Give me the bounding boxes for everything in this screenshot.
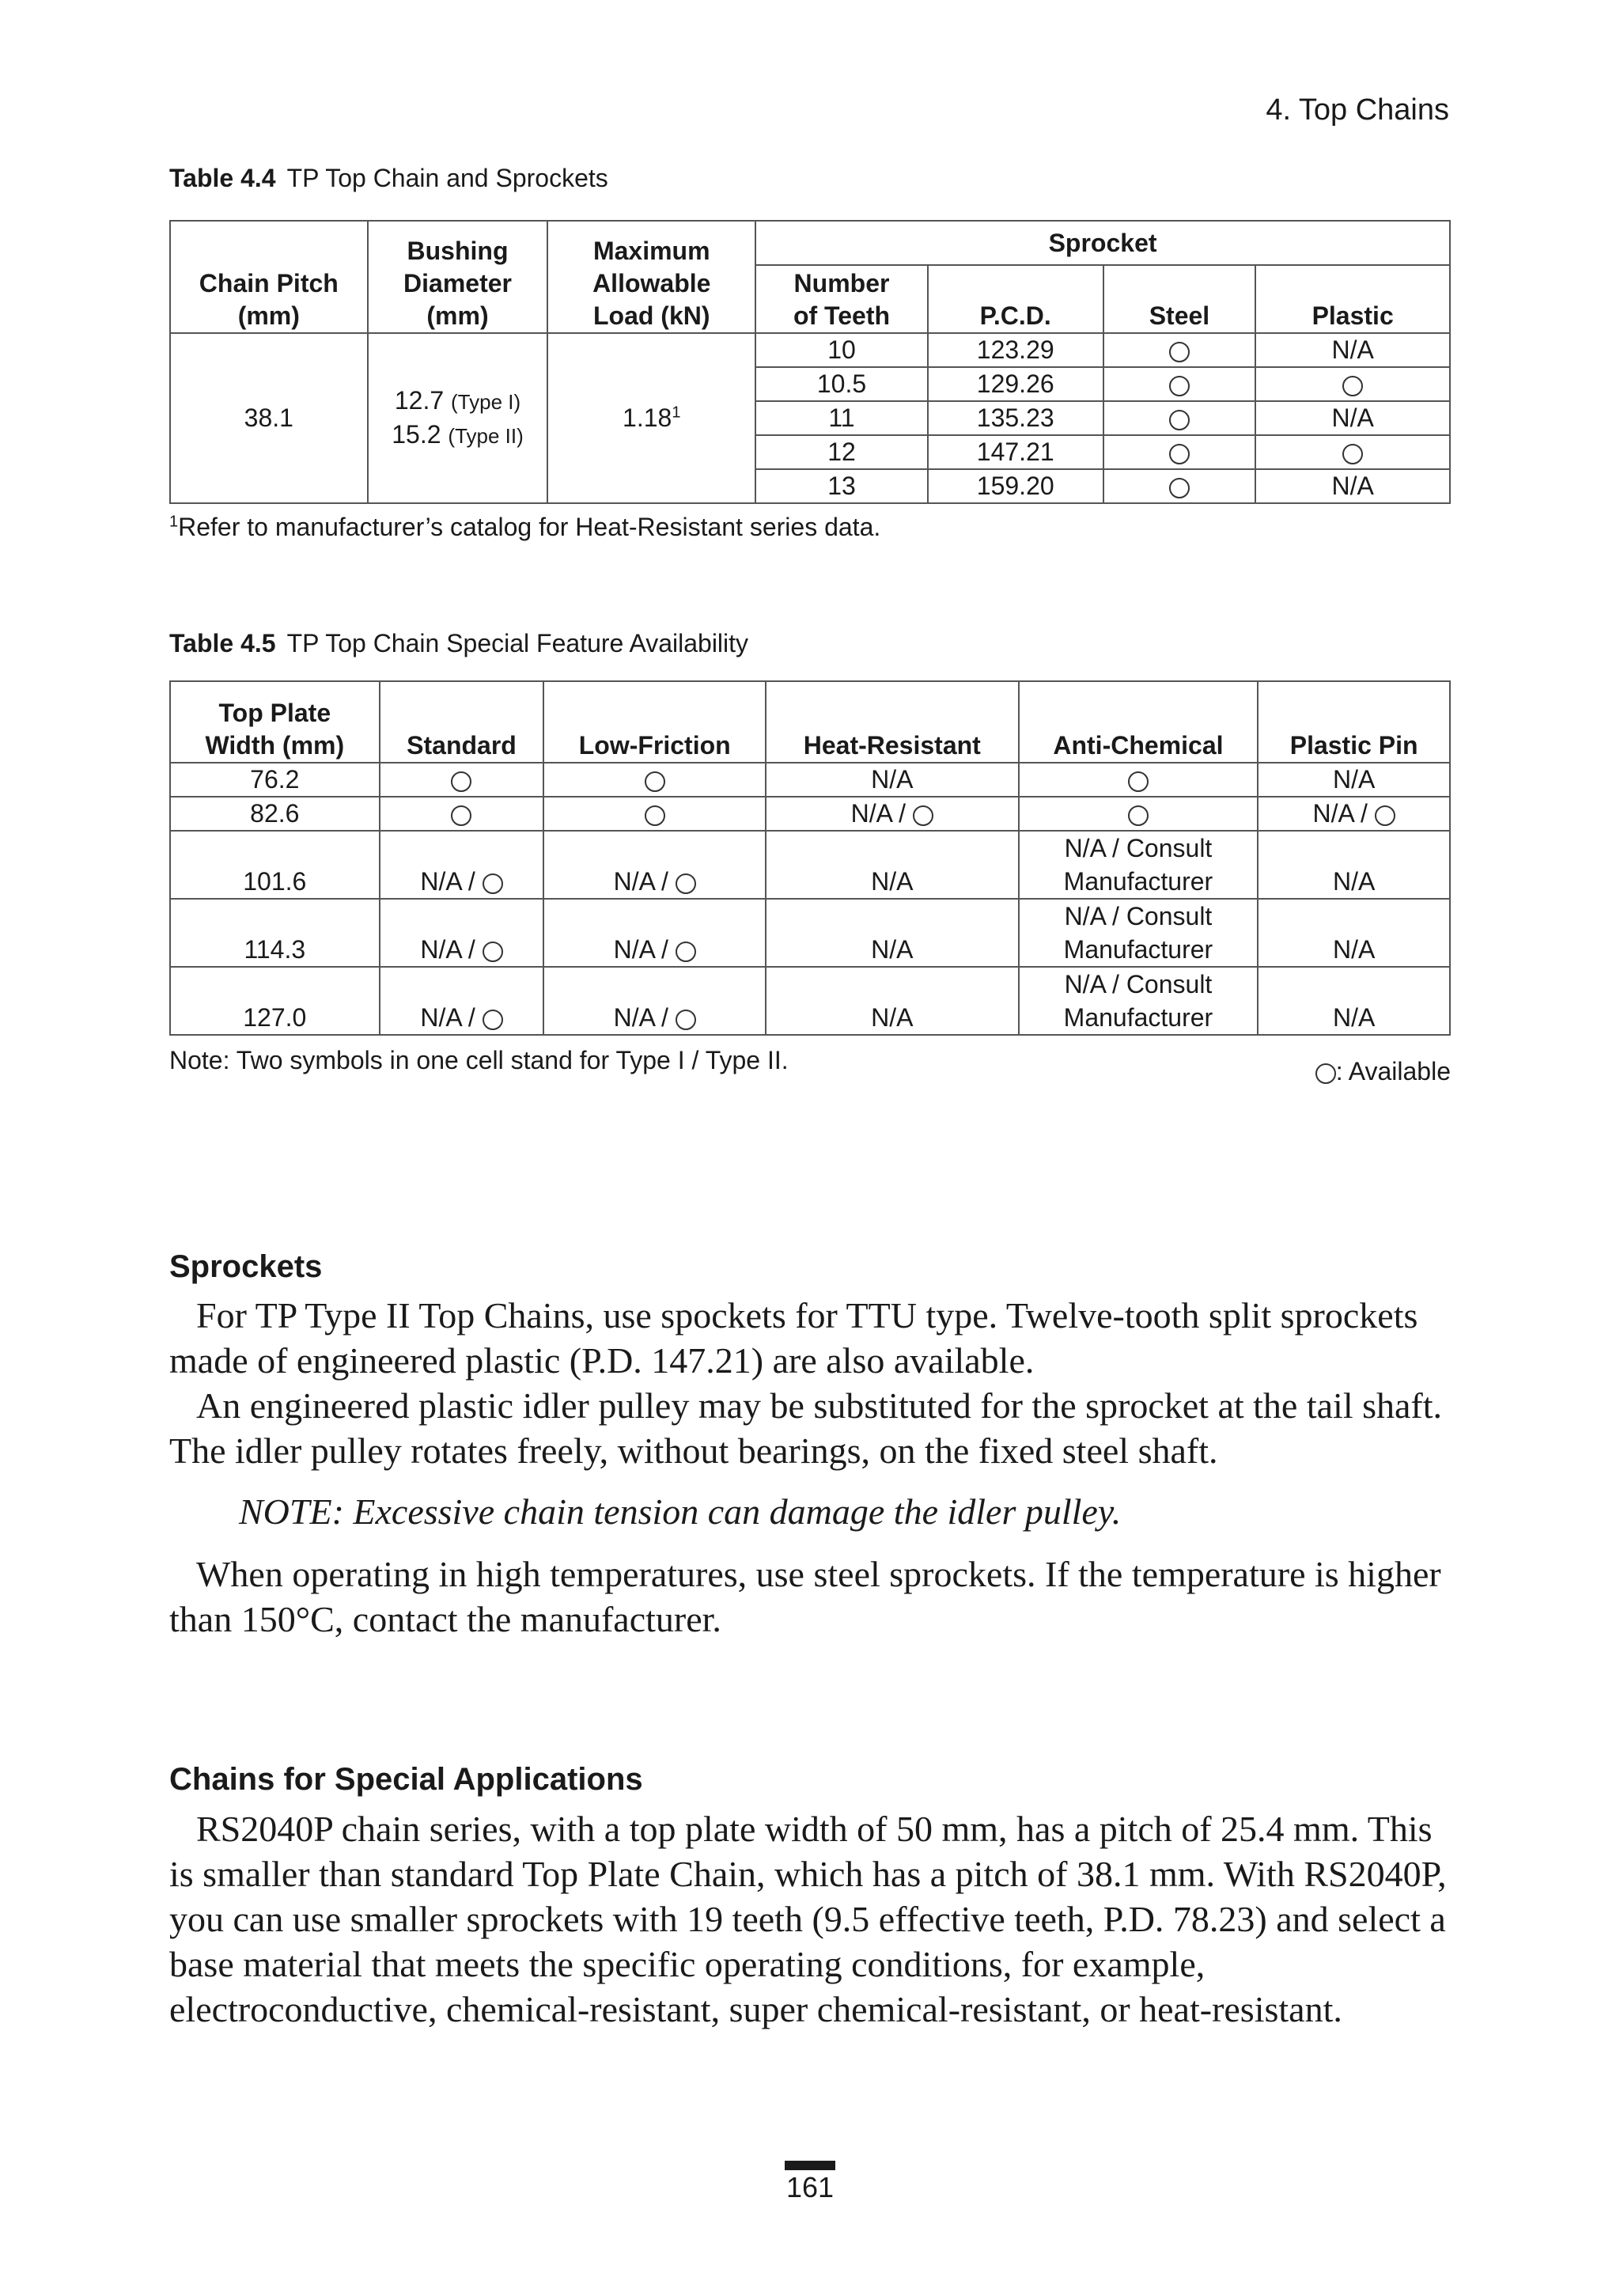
cell-plastic-pin: N/A (1258, 967, 1450, 1035)
available-circle-icon (676, 942, 696, 962)
cell-pcd: 129.26 (928, 367, 1103, 401)
paragraph: For TP Type II Top Chains, use spockets for TTU type. Twelve-tooth split sprockets made of engineered plastic (P.D. 147.21) are also available. (169, 1295, 1418, 1381)
available-circle-icon (913, 805, 933, 826)
available-circle-icon (1342, 376, 1363, 396)
cell-plastic: N/A (1255, 401, 1450, 435)
cell-steel (1103, 401, 1256, 435)
cell-width: 114.3 (170, 899, 380, 967)
cell-chain-pitch: 38.1 (170, 333, 368, 503)
cell-plastic-pin: N/A (1258, 763, 1450, 797)
cell-low-friction: N/A / (543, 831, 766, 899)
table-4-5 (169, 680, 1451, 1036)
cell-width: 82.6 (170, 797, 380, 831)
running-head: 4. Top Chains (1266, 93, 1449, 127)
cell-anti-chemical: N/A / Consult Manufacturer (1019, 899, 1259, 967)
available-circle-icon (483, 873, 503, 894)
cell-anti-chemical (1019, 763, 1259, 797)
cell-standard: N/A / (380, 899, 544, 967)
cell-teeth: 12 (755, 435, 928, 469)
table-4-5-title: TP Top Chain Special Feature Availability (286, 629, 749, 657)
table-4-5-note: Note: Two symbols in one cell stand for Type I / Type II. (169, 1046, 789, 1074)
cell-steel (1103, 333, 1256, 367)
header-anti-chemical: Anti-Chemical (1019, 681, 1259, 763)
cell-plastic: N/A (1255, 333, 1450, 367)
paragraph: When operating in high temperatures, use steel sprockets. If the temperature is higher than 150°C, contact the manufacturer. (169, 1554, 1441, 1639)
cell-heat-resistant: N/A / (766, 797, 1019, 831)
cell-heat-resistant: N/A (766, 831, 1019, 899)
header-plastic: Plastic (1255, 265, 1450, 333)
cell-pcd: 123.29 (928, 333, 1103, 367)
cell-standard (380, 763, 544, 797)
sprockets-heading: Sprockets (169, 1249, 323, 1284)
special-applications-body (169, 1806, 1455, 2032)
table-4-4-footnote: $^1$Refer to manufacturer’s catalog for Heat-Resistant series data. (169, 513, 881, 541)
available-circle-icon (451, 805, 471, 826)
available-circle-icon (1169, 478, 1190, 498)
header-chain-pitch: Chain Pitch (mm) (170, 221, 368, 333)
available-circle-icon (1169, 342, 1190, 362)
cell-plastic-pin: N/A (1258, 831, 1450, 899)
header-steel: Steel (1103, 265, 1256, 333)
page-number-bar (785, 2161, 835, 2170)
available-circle-icon (676, 873, 696, 894)
paragraph: RS2040P chain series, with a top plate width of 50 mm, has a pitch of 25.4 mm. This is smaller than standard Top Plate Chain, which has a pitch of 38.1 mm. With RS2040P, you can use smaller sprockets with 19 teeth (9.5 effective teeth, P.D. 78.23) and select a base material that meets the specific operating conditions, for example, electroconductive, chemical-resistant, super chemical-resistant, or heat-resistant. (169, 1809, 1447, 2029)
cell-steel (1103, 469, 1256, 503)
header-pcd: P.C.D. (928, 265, 1103, 333)
available-circle-icon (645, 805, 665, 826)
cell-plastic-pin: N/A / (1258, 797, 1450, 831)
cell-anti-chemical (1019, 797, 1259, 831)
cell-plastic-pin: N/A (1258, 899, 1450, 967)
table-4-5-caption (169, 629, 748, 658)
table-4-4-label: Table 4.4 (169, 164, 276, 192)
cell-standard: N/A / (380, 831, 544, 899)
special-applications-heading: Chains for Special Applications (169, 1762, 643, 1797)
table-row (170, 333, 1450, 367)
available-circle-icon (1169, 410, 1190, 430)
table-row (170, 967, 1450, 1035)
cell-low-friction (543, 797, 766, 831)
cell-pcd: 159.20 (928, 469, 1103, 503)
sprockets-body (169, 1293, 1455, 1642)
header-max-load: Maximum Allowable Load (kN) (547, 221, 755, 333)
available-circle-icon (1128, 805, 1149, 826)
cell-heat-resistant: N/A (766, 763, 1019, 797)
cell-plastic (1255, 435, 1450, 469)
header-heat-resistant: Heat-Resistant (766, 681, 1019, 763)
table-row (170, 899, 1450, 967)
cell-steel (1103, 367, 1256, 401)
available-circle-icon (1315, 1063, 1336, 1084)
idler-pulley-note: NOTE: Excessive chain tension can damage the idler pulley. (239, 1491, 1122, 1532)
table-4-4-caption (169, 164, 608, 193)
header-standard: Standard (380, 681, 544, 763)
available-circle-icon (483, 942, 503, 962)
cell-teeth: 11 (755, 401, 928, 435)
cell-max-load: 1.18$^1$ (547, 333, 755, 503)
header-bushing-diameter: Bushing Diameter (mm) (368, 221, 548, 333)
available-circle-icon (483, 1010, 503, 1030)
cell-width: 76.2 (170, 763, 380, 797)
cell-heat-resistant: N/A (766, 967, 1019, 1035)
cell-low-friction (543, 763, 766, 797)
available-circle-icon (1128, 771, 1149, 792)
cell-anti-chemical: N/A / Consult Manufacturer (1019, 967, 1259, 1035)
header-sprocket: Sprocket (755, 221, 1450, 265)
cell-standard: N/A / (380, 967, 544, 1035)
cell-bushing-diameter: 12.7 (Type I) 15.2 (Type II) (368, 333, 548, 503)
available-circle-icon (1342, 444, 1363, 464)
available-circle-icon (451, 771, 471, 792)
available-circle-icon (645, 771, 665, 792)
cell-low-friction: N/A / (543, 967, 766, 1035)
cell-standard (380, 797, 544, 831)
available-circle-icon (1169, 376, 1190, 396)
table-4-5-label: Table 4.5 (169, 629, 276, 657)
cell-plastic (1255, 367, 1450, 401)
cell-teeth: 10 (755, 333, 928, 367)
cell-pcd: 135.23 (928, 401, 1103, 435)
available-legend: : Available (1315, 1057, 1451, 1086)
table-row (170, 831, 1450, 899)
header-number-of-teeth: Number of Teeth (755, 265, 928, 333)
page-number: 161 (785, 2171, 835, 2203)
cell-steel (1103, 435, 1256, 469)
header-low-friction: Low-Friction (543, 681, 766, 763)
cell-pcd: 147.21 (928, 435, 1103, 469)
cell-heat-resistant: N/A (766, 899, 1019, 967)
table-row (170, 797, 1450, 831)
table-row (170, 763, 1450, 797)
cell-anti-chemical: N/A / Consult Manufacturer (1019, 831, 1259, 899)
cell-teeth: 13 (755, 469, 928, 503)
available-circle-icon (1169, 444, 1190, 464)
cell-width: 101.6 (170, 831, 380, 899)
available-circle-icon (676, 1010, 696, 1030)
cell-width: 127.0 (170, 967, 380, 1035)
header-top-plate-width: Top Plate Width (mm) (170, 681, 380, 763)
table-4-4 (169, 220, 1451, 504)
paragraph: An engineered plastic idler pulley may be substituted for the sprocket at the tail shaft. The idler pulley rotates freely, without bearings, on the fixed steel shaft. (169, 1385, 1443, 1471)
cell-low-friction: N/A / (543, 899, 766, 967)
table-4-4-title: TP Top Chain and Sprockets (286, 164, 608, 192)
cell-plastic: N/A (1255, 469, 1450, 503)
available-circle-icon (1375, 805, 1395, 826)
header-plastic-pin: Plastic Pin (1258, 681, 1450, 763)
cell-teeth: 10.5 (755, 367, 928, 401)
